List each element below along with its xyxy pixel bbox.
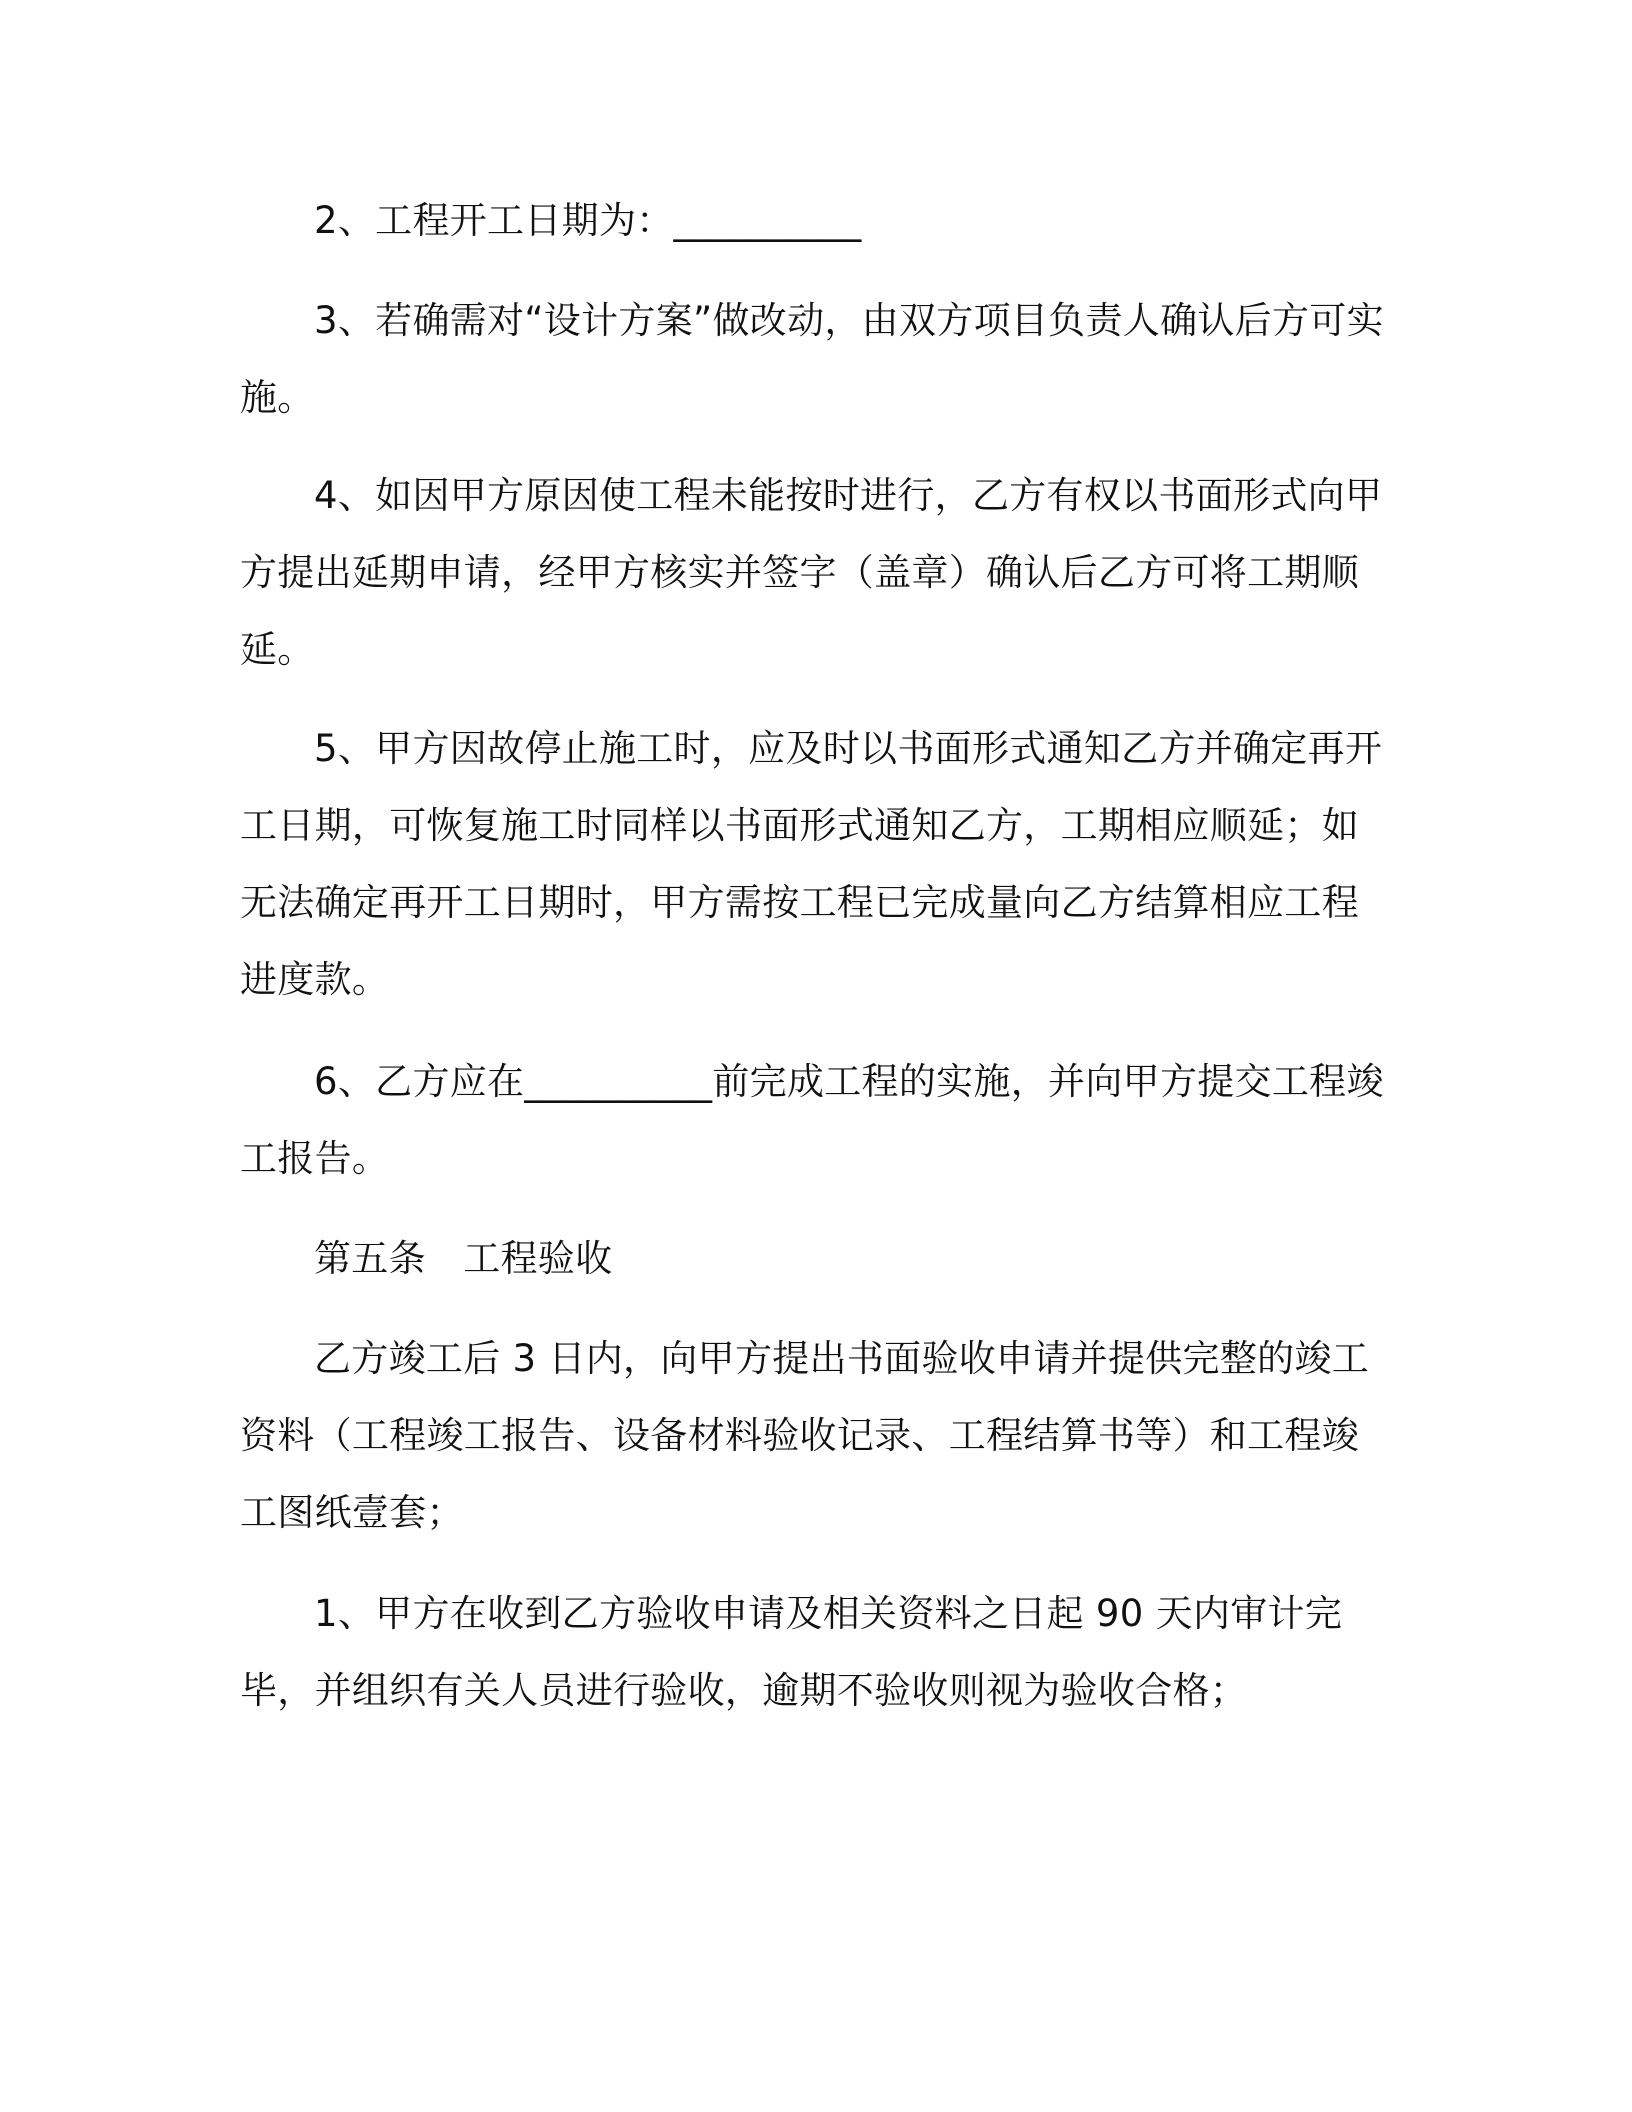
clause-acceptance-application: 乙方竣工后 3 日内，向甲方提出书面验收申请并提供完整的竣工资料（工程竣工报告、设备材料验收记录、工程结算书等）和工程竣工图纸壹套； xyxy=(240,1337,1370,1534)
clause-completion-date: 6、乙方应在__________前完成工程的实施，并向甲方提交工程竣工报告。 xyxy=(240,1060,1384,1180)
clause-work-suspension: 5、甲方因故停止施工时，应及时以书面形式通知乙方并确定再开工日期，可恢复施工时同样以书面形式通知乙方，工期相应顺延；如无法确定再开工日期时，甲方需按工程已完成量向乙方结算相应工程进度款。 xyxy=(240,727,1383,1001)
clause-delay-request: 4、如因甲方原因使工程未能按时进行，乙方有权以书面形式向甲方提出延期申请，经甲方核实并签字（盖章）确认后乙方可将工期顺延。 xyxy=(240,474,1383,671)
section-heading-acceptance: 第五条 工程验收 xyxy=(314,1237,613,1280)
clause-design-change: 3、若确需对“设计方案”做改动，由双方项目负责人确认后方可实施。 xyxy=(240,299,1384,419)
clause-start-date: 2、工程开工日期为：__________ xyxy=(314,199,862,242)
clause-acceptance-audit: 1、甲方在收到乙方验收申请及相关资料之日起 90 天内审计完毕，并组织有关人员进行验收，逾期不验收则视为验收合格； xyxy=(240,1592,1343,1712)
